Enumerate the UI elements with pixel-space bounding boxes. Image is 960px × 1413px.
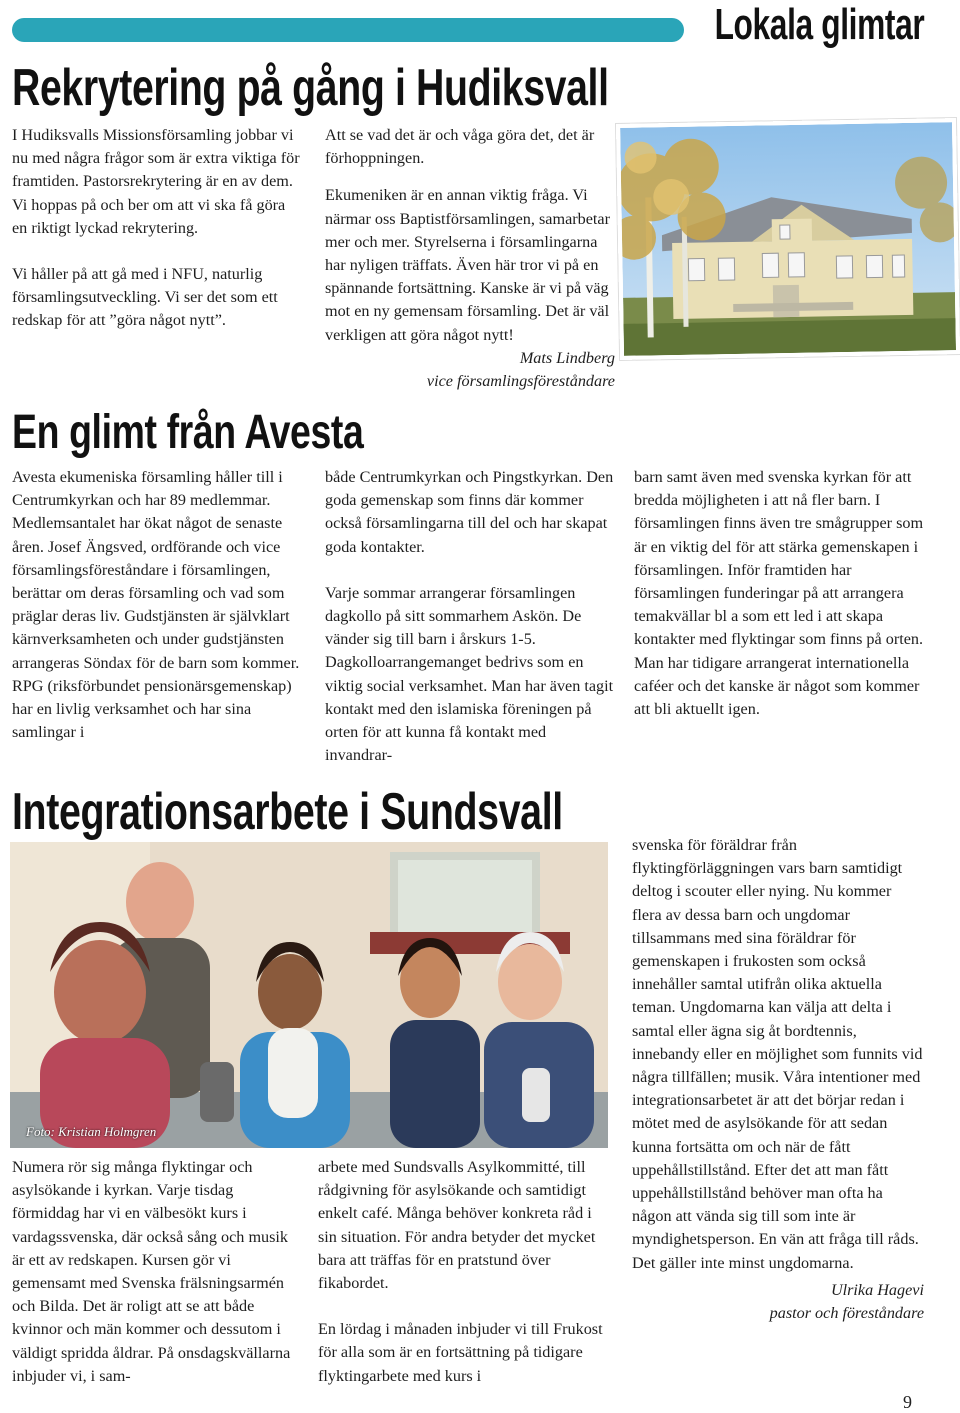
signature-name: Mats Lindberg <box>519 348 615 367</box>
article-sundsvall-col1 <box>12 1156 304 1388</box>
paragraph: En lördag i månaden inbjuder vi till Frukost för alla som är en fortsättning på tidigare flyktingarbete med kurs i <box>318 1320 603 1385</box>
section-tag: Lokala glimtar <box>714 0 924 49</box>
group-photo <box>10 842 608 1148</box>
photo-credit: Foto: Kristian Holmgren <box>26 1124 157 1139</box>
article-avesta-col3 <box>634 466 934 721</box>
article-hudiksvall-headline: Rekrytering på gång i Hudiksvall <box>12 59 609 117</box>
paragraph: både Centrumkyrkan och Pingstkyrkan. Den goda gemenskap som finns där kommer också församlingarna till del och har skapat goda kontakter. <box>325 468 614 556</box>
article-avesta-col1 <box>12 466 302 744</box>
paragraph: svenska för föräldrar från flyktingförläggningen vars barn samtidigt deltog i scouter eller nying. Nu kommer flera av dessa barn och ungdomar tillsammans med sina föräldrar för gemenskapen i frukosten som också innehåller samtal utifrån olika aktuella teman. Ungdomarna kan välja att delta i samtal eller ägna sig åt bordtennis, innebandy eller en möjlighet som funnits vid några tillfällen; musik. Våra intentioner med integrationsarbetet är att det börjar redan i mötet med de asylsökande för att sedan kunna fortsätta om och när de fått uppehållstillstånd. Efter det att man fått uppehållstillstånd behöver man ofta ha någon att vända sig till som inte är myndighetsperson. En vän att fråga till råds. Det gäller inte minst ungdomarna. <box>632 836 923 1272</box>
paragraph: Varje sommar arrangerar församlingen dagkollo på sitt sommarhem Askön. De vänder sig till barn i årskurs 1-5. Dagkolloarrangemanget bedrivs som en viktig social verksamhet. Man har även tagit kontakt med den islamiska föreningen på orten för att kunna få kontakt med invandrar- <box>325 583 614 765</box>
paragraph: I Hudiksvalls Missionsförsamling jobbar vi nu med några frågor som är extra viktiga för framtiden. Pastorsrekrytering är en av dem. Vi hoppas på och ber om att vi ska få göra en riktigt lyckad rekrytering. <box>12 126 300 237</box>
article-avesta-headline: En glimt från Avesta <box>12 406 364 459</box>
article-hudiksvall-col1 <box>12 124 302 333</box>
page-number: 9 <box>903 1392 912 1412</box>
article-sundsvall-col2 <box>318 1156 608 1388</box>
header-band <box>12 18 684 42</box>
paragraph: Att se vad det är och våga göra det, det är förhoppningen. <box>325 126 595 168</box>
paragraph: Numera rör sig många flyktingar och asylsökande i kyrkan. Varje tisdag förmiddag har vi en välbesökt kurs i vardagssvenska, där också sång och musik är ett av redskapen. Kursen gör vi gemensamt med Svenska frälsningsarmén och Bilda. Det är roligt att se att både kvinnor och män kommer och dessutom i väldigt spridda åldrar. På onsdagskvällarna inbjuder vi, i sam- <box>12 1158 291 1385</box>
signature-title: vice församlingsföreståndare <box>426 372 615 391</box>
church-photo <box>616 118 960 360</box>
paragraph: Vi håller på att gå med i NFU, naturlig församlingsutveckling. Vi ser det som ett redskap för att ”göra något nytt”. <box>12 265 278 330</box>
signature-title: pastor och föreståndare <box>769 1304 924 1323</box>
paragraph: barn samt även med svenska kyrkan för att bredda möjligheten i att nå fler barn. I församlingen finns även tre smågrupper som är en viktig del för att stärka gemenskapen i församlingen. Inför framtiden har församlingen funderingar på att arrangera temakvällar bl a som ett led i att skapa kontakter med flyktingar som finns på orten. Man har tidigare arrangerat internationella caféer och det kanske är något som kommer att bli aktuellt igen. <box>634 468 924 719</box>
paragraph: arbete med Sundsvalls Asylkommitté, till rådgivning för asylsökande och samtidigt enkelt café. Många behöver konkreta råd i sin situation. För andra betyder det mycket bara att träffas för en pratstund över fikabordet. <box>318 1158 596 1293</box>
article-sundsvall-headline: Integrationsarbete i Sundsvall <box>12 783 563 841</box>
article-hudiksvall-col2 <box>325 124 615 393</box>
paragraph: Ekumeniken är en annan viktig fråga. Vi närmar oss Baptistförsamlingen, samarbetar mer och mer. Styrelserna i församlingarna har nyligen träffats. Även här tror vi på en spännande fortsättning. Kanske är vi på väg mot en ny gemensam församling. Det är väl verkligen att göra något nytt! <box>325 186 610 344</box>
signature-name: Ulrika Hagevi <box>830 1280 924 1299</box>
paragraph: Avesta ekumeniska församling håller till i Centrumkyrkan och har 89 medlemmar. Medlemsantalet har ökat något de senaste åren. Josef Ängsved, ordförande och vice församlingsföreståndare i församlingen, berättar om deras församling och vad som präglar deras liv. Gudstjänsten är självklart kärnverksamheten och under gudstjänsten arrangeras Söndax för de barn som kommer. RPG (riksförbundet pensionärsgemenskap) har en livlig verksamhet och har sina samlingar i <box>12 468 300 742</box>
article-avesta-col2 <box>325 466 617 767</box>
article-sundsvall-col3 <box>632 834 924 1325</box>
